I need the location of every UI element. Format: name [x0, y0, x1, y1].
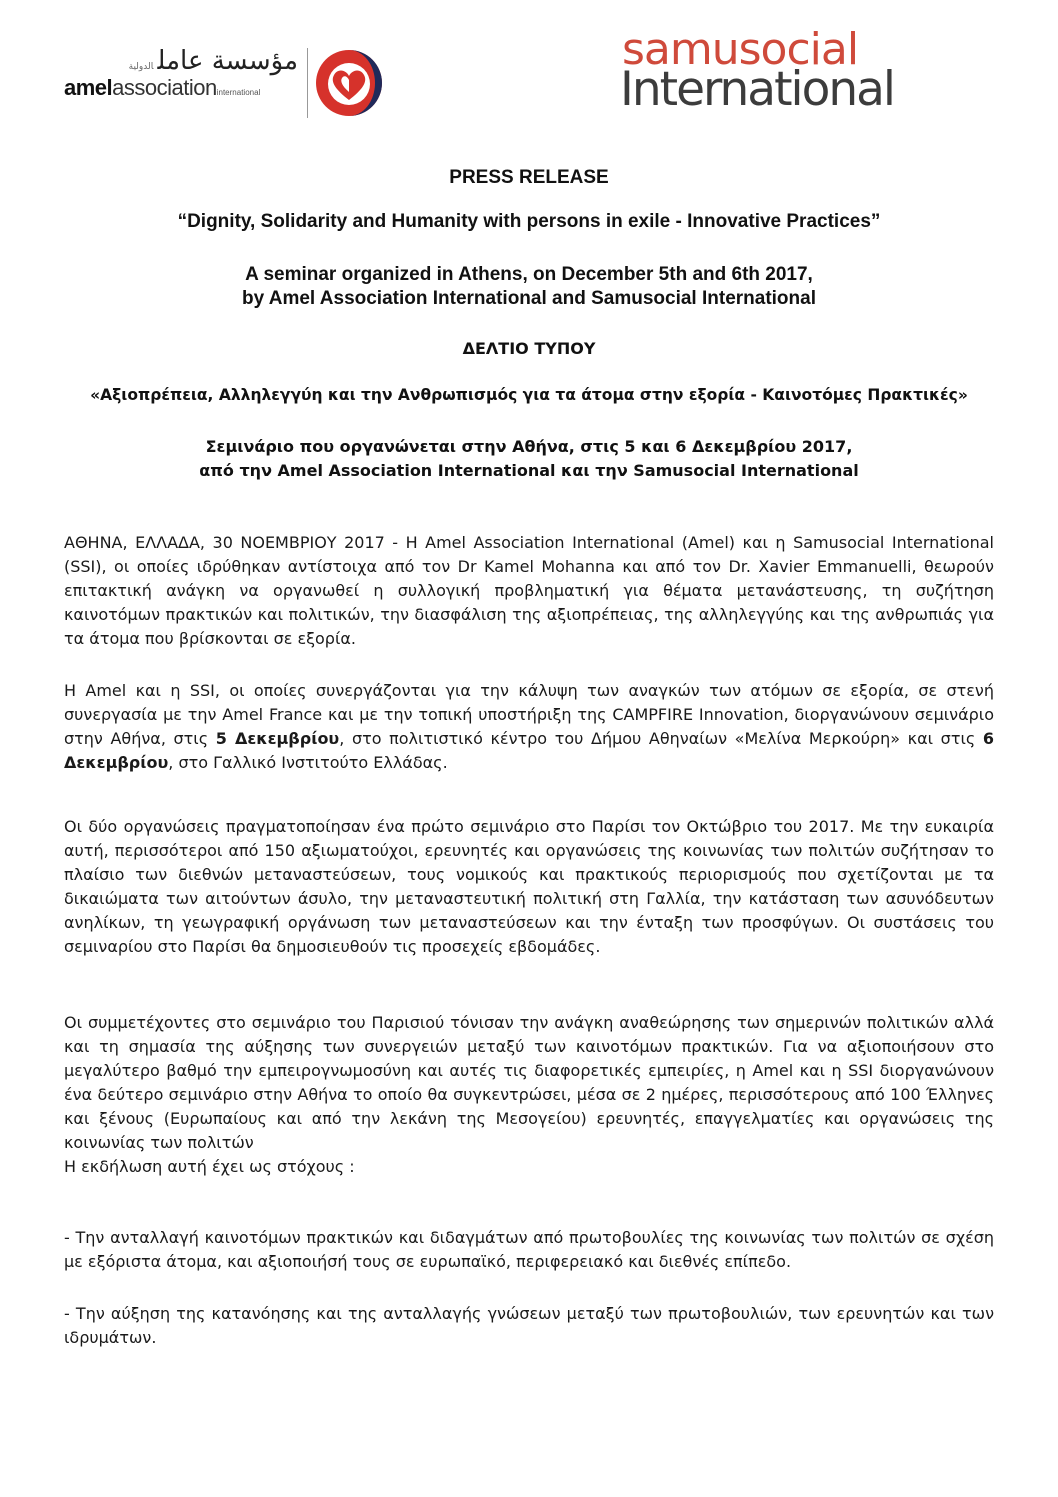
subtitle-english-line-2: by Amel Association International and Samusocial International: [242, 288, 816, 309]
subtitle-greek-line-1: Σεμινάριο που οργανώνεται στην Αθήνα, στις 5 και 6 Δεκεμβρίου 2017,: [205, 437, 853, 456]
paragraph-4: Οι συμμετέχοντες στο σεμινάριο του Παρισιού τόνισαν την ανάγκη αναθεώρησης των σημερινών πολιτικών αλλά και τη σημασία της αύξησης των συνεργειών μεταξύ των καινοτόμων πρακτικών. Για να αξιοποιήσουν στο μεγαλύτερο βαθμό την εμπειρογνωμοσύνη και αυτές τις διαφορετικές εμπειρίες, η Amel και η SSI διοργανώνουν ένα δεύτερο σεμινάριο στην Αθήνα το οποίο θα συγκεντρώσει, μέσα σε 2 ημέρες, περισσότερους από 100 Έλληνες και ξένους (Ευρωπαίους και από την λεκάνη της Μεσογείου) ερευνητές, επαγγελματίες και οργανώσεις της κοινωνίας των πολιτών Η εκδήλωση αυτή έχει ως στόχους :: [64, 1011, 994, 1179]
subtitle-greek-line-2: από την Amel Association International και την Samusocial International: [199, 461, 859, 480]
objective-item-1: - Την ανταλλαγή καινοτόμων πρακτικών και διδαγμάτων από πρωτοβουλίες της κοινωνίας των πολιτών σε σχέση με εξόριστα άτομα, και αξιοποιήσή τους σε ευρωπαϊκό, περιφερειακό και διεθνές επίπεδο.: [64, 1228, 994, 1271]
title-greek: «Αξιοπρέπεια, Αλληλεγγύη και την Ανθρωπισμός για τα άτομα στην εξορία - Καινοτόμες Πρακτικές»: [90, 386, 968, 404]
samusocial-wordmark: samusocial: [622, 24, 859, 75]
objectives-intro: Η εκδήλωση αυτή έχει ως στόχους :: [64, 1157, 355, 1176]
amel-heart-emblem-icon: [314, 48, 384, 118]
objective-item-2: - Την αύξηση της κατανόησης και της ανταλλαγής γνώσεων μεταξύ των πρωτοβουλιών, των ερευνητών και των ιδρυμάτων.: [64, 1304, 994, 1347]
amel-association-logo: [64, 44, 394, 124]
subtitle-english-line-1: A seminar organized in Athens, on December 5th and 6th 2017,: [245, 264, 813, 285]
samusocial-international-logo: [620, 24, 910, 120]
international-wordmark: International: [620, 62, 894, 117]
date-5-december: 5 Δεκεμβρίου: [215, 729, 340, 748]
press-release-heading-greek: ΔΕΛΤΙΟ ΤΥΠΟΥ: [462, 339, 596, 358]
amel-arabic-name: مؤسسة عاملالدولية: [128, 46, 298, 76]
amel-latin-name: amelassociationinternational: [64, 75, 261, 100]
paragraph-1: ΑΘΗΝΑ, ΕΛΛΑΔΑ, 30 ΝΟΕΜΒΡΙΟΥ 2017 - Η Amel Association International (Amel) και η Samusocial International (SSI), οι οποίες ιδρύθηκαν αντίστοιχα από τον Dr Kamel Mohanna και από τον Dr. Xavier Emmanuelli, θεωρούν επιτακτική ανάγκη να οργανωθεί η συλλογική προβληματική για θέματα μετανάστευσης, τη συζήτηση καινοτόμων πρακτικών και πολιτικών, την διασφάλιση της αξιοπρέπειας, της αλληλεγγύης και της ανθρωπιάς για τα άτομα που βρίσκονται σε εξορία.: [64, 533, 994, 648]
logo-divider: [307, 48, 308, 118]
date-6-december: 6 Δεκεμβρίου: [64, 729, 995, 772]
paragraph-2: Η Amel και η SSI, οι οποίες συνεργάζονται για την κάλυψη των αναγκών των ατόμων σε εξορία, σε στενή συνεργασία με την Amel France και με την τοπική υποστήριξη της CAMPFIRE Innovation, διοργανώνουν σεμινάριο στην Αθήνα, στις 5 Δεκεμβρίου, στο πολιτιστικό κέντρο του Δήμου Αθηναίων «Μελίνα Μερκούρη» και στις 6 Δεκεμβρίου, στο Γαλλικό Ινστιτούτο Ελλάδας.: [64, 681, 995, 772]
press-release-heading: PRESS RELEASE: [449, 167, 609, 188]
title-english: “Dignity, Solidarity and Humanity with persons in exile - Innovative Practices”: [177, 211, 881, 232]
paragraph-3: Οι δύο οργανώσεις πραγματοποίησαν ένα πρώτο σεμινάριο στο Παρίσι τον Οκτώβριο του 2017. Με την ευκαιρία αυτή, περισσότεροι από 150 αξιωματούχοι, ερευνητές και οργανώσεις της κοινωνίας των πολιτών συζήτησαν το πλαίσιο των διεθνών μεταναστεύσεων, τους νομικούς και πρακτικούς περιορισμούς που σχετίζονται με τα δικαιώματα των αιτούντων άσυλο, την μεταναστευτική πολιτική στη Γαλλία, την κατάσταση των ασυνόδευτων ανηλίκων, τη γεωγραφική οργάνωση των μεταναστεύσεων και την ένταξη των προσφύγων. Οι συστάσεις του σεμιναρίου στο Παρίσι θα δημοσιευθούν τις προσεχείς εβδομάδες.: [64, 817, 994, 956]
amel-logo-wordmark: [64, 44, 302, 124]
